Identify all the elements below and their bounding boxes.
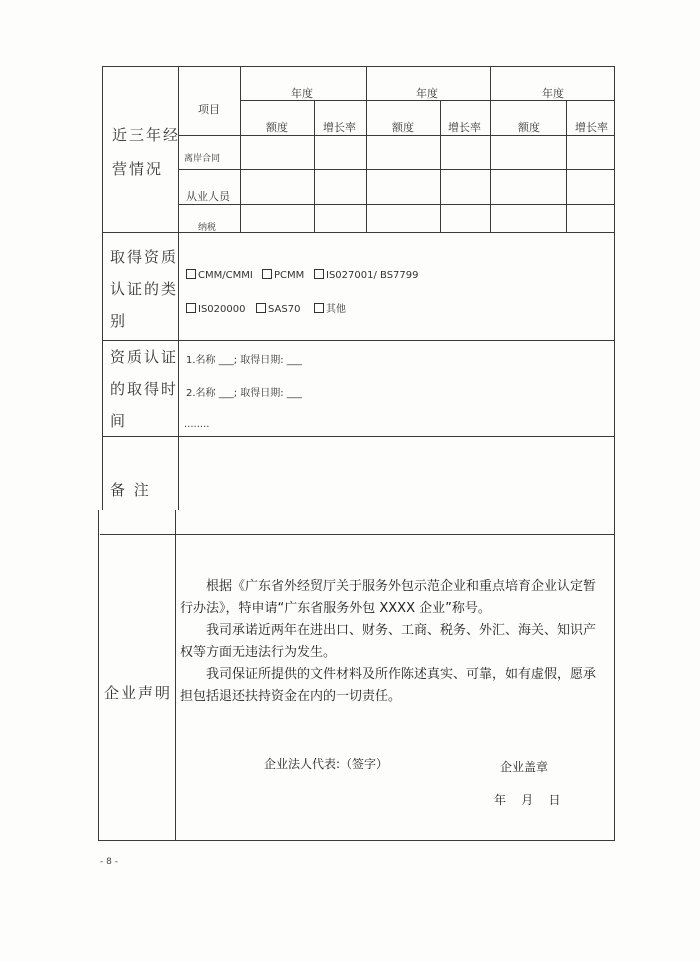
section-divider-3 <box>102 436 615 437</box>
row-label-tax: 纳税 <box>198 223 217 233</box>
checkbox-icon <box>256 303 266 313</box>
declaration-date: 年 月 日 <box>494 793 561 807</box>
sub-header-amount-1: 额度 <box>266 121 288 134</box>
operations-label-line-2: 营情况 <box>112 160 164 178</box>
operations-label-line-1: 近三年经 <box>112 126 181 144</box>
grid-col-sub-3 <box>566 100 567 232</box>
table-border-left <box>102 66 103 510</box>
declaration-label: 企业声明 <box>104 684 173 702</box>
checkbox-icon <box>314 269 324 279</box>
cert-time-ellipsis: ........ <box>184 419 210 430</box>
year-header-1: 年度 <box>291 87 313 100</box>
certification-label-line-2: 认证的类 <box>110 280 179 298</box>
sub-header-growth-1: 增长率 <box>323 121 356 134</box>
company-seal: 企业盖章 <box>500 760 549 774</box>
cert-time-item-2: 2.名称 ___; 取得日期: ___ <box>186 388 302 399</box>
cert-option-cmm[interactable]: CMM/CMMI <box>186 269 253 281</box>
checkbox-icon <box>186 303 196 313</box>
cert-time-label-line-2: 的取得时 <box>110 380 179 398</box>
page-number: - 8 - <box>100 857 118 867</box>
year-header-3: 年度 <box>542 87 564 100</box>
year-header-2: 年度 <box>416 87 438 100</box>
grid-col-1 <box>240 66 241 232</box>
cert-option-iso27001[interactable]: IS027001/ BS7799 <box>314 269 419 281</box>
remarks-label: 备 注 <box>110 481 151 499</box>
cert-time-item-1: 1.名称 ___; 取得日期: ___ <box>186 355 302 366</box>
cert-option-pcmm[interactable]: PCMM <box>262 269 304 281</box>
section-divider-1 <box>102 232 615 233</box>
declaration-paragraph-2: 我司承诺近两年在进出口、财务、工商、税务、外汇、海关、知识产权等方面无违法行为发生。 <box>180 623 597 660</box>
table-border-bottom <box>98 840 615 841</box>
sub-header-amount-2: 额度 <box>392 121 414 134</box>
sub-header-amount-3: 额度 <box>518 121 540 134</box>
label-column-divider-lower <box>175 510 176 840</box>
grid-row-1 <box>178 135 615 136</box>
legal-representative-signature: 企业法人代表:（签字） <box>264 757 389 771</box>
grid-row-2 <box>178 169 615 170</box>
checkbox-icon <box>314 303 324 313</box>
table-border-right <box>614 66 615 840</box>
cert-option-iso20000[interactable]: IS020000 <box>186 303 245 315</box>
checkbox-icon <box>262 269 272 279</box>
grid-col-3 <box>490 66 491 232</box>
grid-row-3 <box>178 204 615 205</box>
checkbox-icon <box>186 269 196 279</box>
grid-col-sub-1 <box>314 100 315 232</box>
row-label-offshore-contract: 离岸合同 <box>184 154 221 164</box>
grid-col-sub-2 <box>440 100 441 232</box>
cert-option-other[interactable]: 其他 <box>314 303 346 315</box>
declaration-paragraph-3: 我司保证所提供的文件材料及所作陈述真实、可靠，如有虚假，愿承担包括退还扶持资金在内的一切责任。 <box>180 667 597 704</box>
declaration-text <box>180 576 600 708</box>
sub-header-growth-2: 增长率 <box>448 121 481 134</box>
certification-label-line-1: 取得资质 <box>110 248 179 266</box>
cert-option-sas70[interactable]: SAS70 <box>256 303 300 315</box>
table-border-left-lower <box>98 510 99 840</box>
cert-time-label-line-3: 间 <box>110 412 128 430</box>
project-header: 项目 <box>198 103 220 116</box>
row-label-employees: 从业人员 <box>186 190 230 203</box>
certification-label-line-3: 别 <box>110 312 128 330</box>
cert-time-label-line-1: 资质认证 <box>110 348 179 366</box>
section-divider-2 <box>102 340 615 341</box>
sub-header-growth-3: 增长率 <box>575 121 608 134</box>
section-divider-4 <box>100 534 615 535</box>
declaration-paragraph-1: 根据《广东省外经贸厅关于服务外包示范企业和重点培育企业认定暂行办法》，特申请“广东省服务外包 XXXX 企业”称号。 <box>180 579 597 616</box>
grid-row-year <box>240 100 615 101</box>
grid-col-2 <box>366 66 367 232</box>
